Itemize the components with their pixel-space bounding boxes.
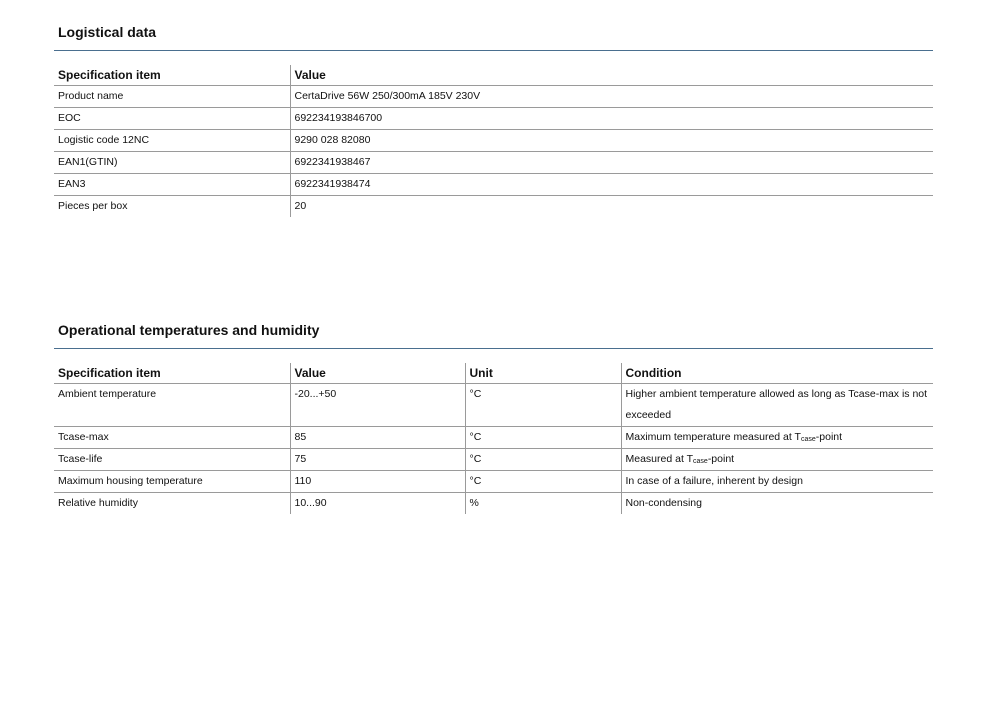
cell-condition: In case of a failure, inherent by design — [621, 471, 933, 493]
table-row — [54, 384, 933, 427]
cell-unit: °C — [465, 427, 621, 449]
table-row — [54, 427, 933, 449]
section-title-operational: Operational temperatures and humidity — [58, 322, 320, 338]
cell-value: 6922341938467 — [290, 152, 933, 174]
section-divider — [54, 348, 933, 349]
cell-unit: % — [465, 493, 621, 515]
cell-item: EAN1(GTIN) — [54, 152, 290, 174]
cell-item: EOC — [54, 108, 290, 130]
operational-temperatures-section — [54, 320, 933, 514]
cell-value: CertaDrive 56W 250/300mA 185V 230V — [290, 86, 933, 108]
table-row — [54, 174, 933, 196]
cell-item: Pieces per box — [58, 200, 128, 212]
table-row — [54, 471, 933, 493]
cell-condition: Non-condensing — [621, 493, 933, 515]
cell-condition — [621, 427, 933, 449]
header-specification-item: Specification item — [54, 65, 290, 86]
logistical-table — [54, 65, 933, 217]
cell-value: 110 — [290, 471, 465, 493]
table-header-row — [54, 363, 933, 384]
header-specification-item: Specification item — [54, 363, 290, 384]
cell-value: 10...90 — [290, 493, 465, 515]
condition-text: Maximum temperature measured at T — [625, 431, 801, 443]
table-row — [54, 449, 933, 471]
cell-item: Tcase-max — [54, 427, 290, 449]
cell-unit: °C — [465, 471, 621, 493]
table-header-row — [54, 65, 933, 86]
table-row — [54, 493, 933, 515]
logistical-data-section — [54, 22, 933, 217]
cell-value: 6922341938474 — [290, 174, 933, 196]
cell-unit: °C — [465, 449, 621, 471]
cell-value: 692234193846700 — [290, 108, 933, 130]
table-row — [54, 130, 933, 152]
condition-line: Higher ambient temperature allowed as long as Tcase-max is not — [625, 388, 928, 400]
condition-text: -point — [815, 431, 843, 443]
header-value: Value — [290, 65, 933, 86]
cell-item: EAN3 — [54, 174, 290, 196]
table-row — [54, 108, 933, 130]
header-condition: Condition — [621, 363, 933, 384]
cell-item: Relative humidity — [58, 497, 138, 509]
cell-condition — [621, 449, 933, 471]
section-title-logistical: Logistical data — [58, 24, 157, 40]
cell-item: Logistic code 12NC — [54, 130, 290, 152]
condition-text: Measured at T — [625, 453, 694, 465]
header-unit: Unit — [465, 363, 621, 384]
table-row — [54, 86, 933, 108]
condition-subscript: case — [693, 458, 708, 465]
cell-condition — [621, 384, 933, 427]
condition-line: exceeded — [625, 409, 672, 421]
operational-table — [54, 363, 933, 514]
condition-subscript: case — [800, 436, 816, 443]
cell-item: Maximum housing temperature — [54, 471, 290, 493]
condition-text: -point — [707, 453, 735, 465]
cell-value: -20...+50 — [290, 384, 465, 427]
cell-item: Product name — [54, 86, 290, 108]
cell-value: 9290 028 82080 — [290, 130, 933, 152]
table-row — [54, 152, 933, 174]
cell-item: Tcase-life — [54, 449, 290, 471]
header-value: Value — [290, 363, 465, 384]
table-row — [54, 196, 933, 218]
cell-value: 75 — [290, 449, 465, 471]
cell-value: 20 — [290, 196, 933, 218]
section-divider — [54, 50, 933, 51]
cell-value: 85 — [290, 427, 465, 449]
cell-unit: °C — [465, 384, 621, 427]
cell-item: Ambient temperature — [54, 384, 290, 427]
